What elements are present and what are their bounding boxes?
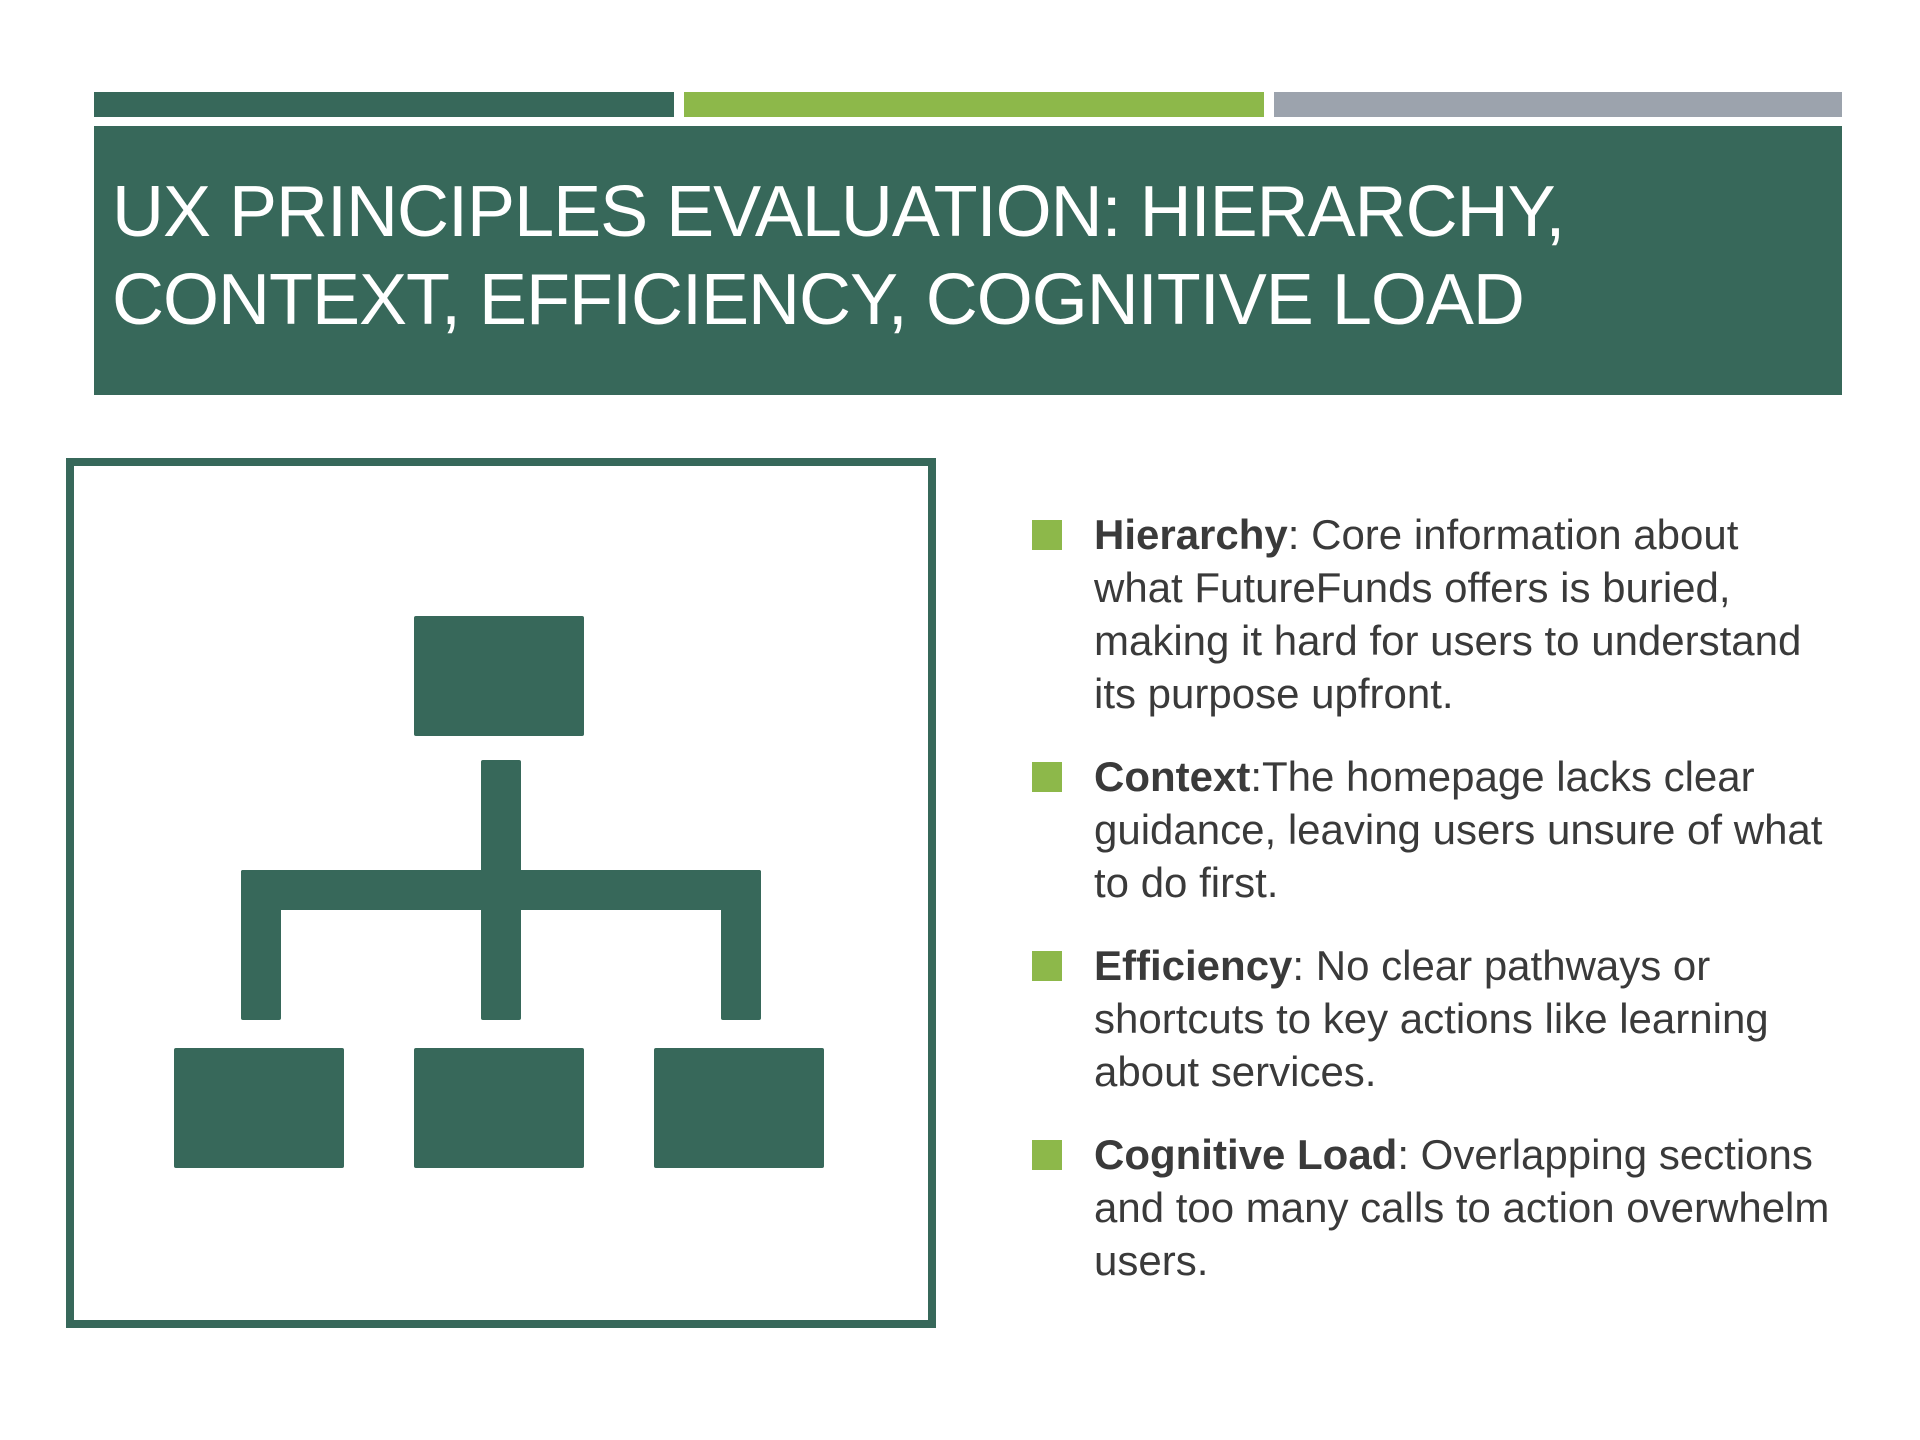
- square-bullet-icon: [1032, 951, 1062, 981]
- bullet-item-efficiency: [1032, 939, 1832, 1098]
- bullet-term: Cognitive Load: [1094, 1131, 1398, 1178]
- org-chart-center-box: [414, 1048, 584, 1168]
- picture-frame: [66, 458, 936, 1328]
- org-chart-icon: [74, 466, 928, 1320]
- bullet-text: :The homepage lacks clear guidance, leaving users unsure of what to do first.: [1094, 753, 1823, 906]
- bullet-term: Context: [1094, 753, 1251, 800]
- org-chart-left-box: [174, 1048, 344, 1168]
- org-chart-center-drop: [481, 870, 521, 1020]
- square-bullet-icon: [1032, 762, 1062, 792]
- title-banner: [94, 126, 1842, 395]
- bullet-text: : Core information about what FutureFunds offers is buried, making it hard for users to understand its purpose upfront.: [1094, 511, 1802, 717]
- slide-title-line-1: UX PRINCIPLES EVALUATION: HIERARCHY,: [112, 172, 1565, 252]
- bullet-item-hierarchy: [1032, 508, 1832, 720]
- bullet-term: Hierarchy: [1094, 511, 1288, 558]
- accent-bar-green: [94, 92, 674, 117]
- bullet-item-cognitive-load: [1032, 1128, 1832, 1287]
- square-bullet-icon: [1032, 520, 1062, 550]
- bullet-term: Efficiency: [1094, 942, 1293, 989]
- org-chart-right-drop: [721, 870, 761, 1020]
- bullet-item-context: [1032, 750, 1832, 909]
- bullet-list: [1032, 508, 1832, 1317]
- accent-bar-gray: [1274, 92, 1842, 117]
- bullet-text: : Overlapping sections and too many calls to action overwhelm users.: [1094, 1131, 1830, 1284]
- org-chart-right-box: [654, 1048, 824, 1168]
- bullet-text: : No clear pathways or shortcuts to key actions like learning about services.: [1094, 942, 1769, 1095]
- org-chart-top-box: [414, 616, 584, 736]
- org-chart-left-drop: [241, 870, 281, 1020]
- accent-bar-lime: [684, 92, 1264, 117]
- square-bullet-icon: [1032, 1140, 1062, 1170]
- slide-title-line-2: CONTEXT, EFFICIENCY, COGNITIVE LOAD: [112, 260, 1524, 340]
